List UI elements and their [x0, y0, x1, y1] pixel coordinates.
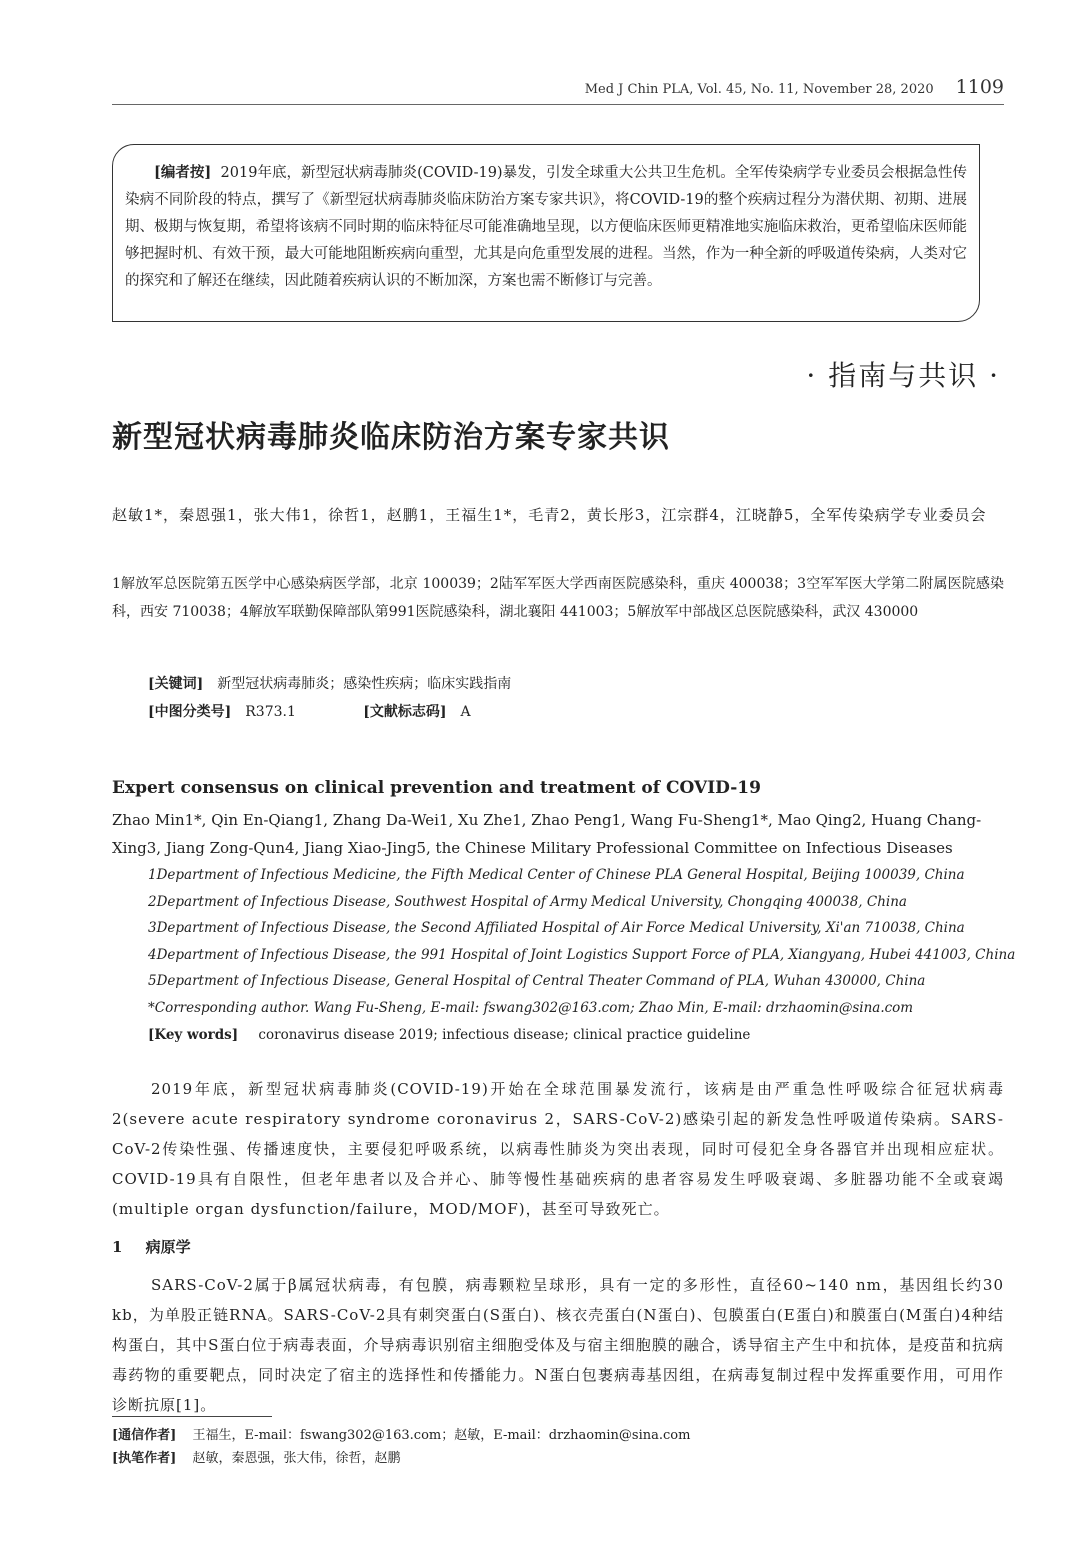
affiliation-en-item: 4Department of Infectious Disease, the 991 Hospital of Joint Logistics Support Force of PLA, Xiangyang, Hubei 441003, China: [148, 946, 1016, 963]
section-number: 1: [112, 1238, 123, 1256]
section-tag: · 指南与共识 ·: [806, 359, 1000, 392]
affiliations-en: [148, 862, 1015, 1022]
keywords-cn-label: [关键词]: [148, 676, 204, 692]
journal-citation: Med J Chin PLA, Vol. 45, No. 11, November 28, 2020: [584, 82, 934, 97]
intro-paragraph: 2019年底，新型冠状病毒肺炎(COVID-19)开始在全球范围暴发流行，该病是由严重急性呼吸综合征冠状病毒2(severe acute respiratory syndrome coronavirus 2，SARS-CoV-2)感染引起的新发急性呼吸道传染病。SARS-CoV-2传染性强、传播速度快，主要侵犯呼吸系统，以病毒性肺炎为突出表现，同时可侵犯全身各器官并出现相应症状。COVID-19具有自限性，但老年患者以及合并心、肺等慢性基础疾病的患者容易发生呼吸衰竭、多脏器功能不全或衰竭(multiple organ dysfunction/failure，MOD/MOF)，甚至可导致死亡。: [112, 1080, 1004, 1218]
running-header: [585, 76, 1004, 98]
writer-label: [执笔作者]: [112, 1451, 177, 1466]
keywords-cn-value: 新型冠状病毒肺炎；感染性疾病；临床实践指南: [217, 676, 512, 692]
editor-note-text: 2019年底，新型冠状病毒肺炎(COVID-19)暴发，引发全球重大公共卫生危机。全军传染病学专业委员会根据急性传染病不同阶段的特点，撰写了《新型冠状病毒肺炎临床防治方案专家共识》，将COVID-19的整个疾病过程分为潜伏期、初期、进展期、极期与恢复期，希望将该病不同时期的临床特征尽可能准确地呈现，以方便临床医师更精准地实施临床救治，更希望临床医师能够把握时机、有效干预，最大可能地阻断疾病向重型，尤其是向危重型发展的进程。当然，作为一种全新的呼吸道传染病，人类对它的探究和了解还在继续，因此随着疾病认识的不断加深，方案也需不断修订与完善。: [125, 165, 967, 289]
affiliation-en-item: 5Department of Infectious Disease, General Hospital of Central Theater Command of PLA, Wuhan 430000, China: [148, 973, 926, 990]
affiliations-cn: 1解放军总医院第五医学中心感染病医学部，北京 100039；2陆军军医大学西南医院感染科，重庆 400038；3空军军医大学第二附属医院感染科，西安 710038；4解放军联勤保障部队第991医院感染科，湖北襄阳 441003；5解放军中部战区总医院感染科，武汉 430000: [112, 576, 1004, 620]
affiliation-en-item: 1Department of Infectious Medicine, the Fifth Medical Center of Chinese PLA General Hospital, Beijing 100039, China: [148, 867, 965, 883]
affiliation-en-item: 2Department of Infectious Disease, Southwest Hospital of Army Medical University, Chongqing 400038, China: [148, 893, 907, 910]
header-rule: [112, 104, 1004, 105]
corresponding-author-en: *Corresponding author. Wang Fu-Sheng, E-mail: fswang302@163.com; Zhao Min, E-mail: drzhaomin@sina.com: [148, 999, 914, 1016]
doc-code-value: A: [460, 704, 471, 720]
page-number: 1109: [955, 76, 1004, 98]
footnote-rule: [112, 1416, 272, 1417]
affiliation-en-item: 3Department of Infectious Disease, the Second Affiliated Hospital of Air Force Medical University, Xi'an 710038, China: [148, 920, 965, 937]
footnotes: [112, 1424, 690, 1470]
clc-label: [中图分类号]: [148, 704, 232, 720]
editor-note-label: [编者按]: [154, 164, 212, 181]
keywords-en-block: [148, 1022, 750, 1048]
keywords-en-value: coronavirus disease 2019; infectious disease; clinical practice guideline: [258, 1027, 751, 1043]
section-heading: [112, 1236, 191, 1257]
corresponding-label: [通信作者]: [112, 1428, 177, 1443]
authors-en: Zhao Min1*, Qin En-Qiang1, Zhang Da-Wei1, Xu Zhe1, Zhao Peng1, Wang Fu-Sheng1*, Mao Qing2, Huang Chang-Xing3, Jiang Zong-Qun4, Jiang Xiao-Jing5, the Chinese Military Professional Committee on Infectious Diseases: [112, 811, 982, 857]
article-title-cn: 新型冠状病毒肺炎临床防治方案专家共识: [112, 420, 670, 455]
writer-value: 赵敏，秦恩强，张大伟，徐哲，赵鹏: [192, 1451, 401, 1466]
article-title-en: Expert consensus on clinical prevention and treatment of COVID-19: [112, 778, 761, 798]
etiology-paragraph: SARS-CoV-2属于β属冠状病毒，有包膜，病毒颗粒呈球形，具有一定的多形性，直径60~140 nm，基因组长约30 kb，为单股正链RNA。SARS-CoV-2具有刺突蛋白(S蛋白)、核衣壳蛋白(N蛋白)、包膜蛋白(E蛋白)和膜蛋白(M蛋白)4种结构蛋白，其中S蛋白位于病毒表面，介导病毒识别宿主细胞受体及与宿主细胞膜的融合，诱导宿主产生中和抗体，是疫苗和抗病毒药物的重要靶点，同时决定了宿主的选择性和传播能力。N蛋白包裹病毒基因组，在病毒复制过程中发挥重要作用，可用作诊断抗原[1]。: [112, 1276, 1004, 1414]
clc-value: R373.1: [245, 704, 296, 720]
editor-note-box: [112, 144, 980, 322]
keywords-cn-block: [148, 670, 511, 726]
corresponding-value: 王福生，E-mail：fswang302@163.com；赵敏，E-mail：drzhaomin@sina.com: [192, 1428, 691, 1443]
editor-note: [125, 159, 967, 295]
doc-code-label: [文献标志码]: [363, 704, 447, 720]
authors-cn: 赵敏1*，秦恩强1，张大伟1，徐哲1，赵鹏1，王福生1*，毛青2，黄长彤3，江宗群4，江晓静5，全军传染病学专业委员会: [112, 506, 987, 524]
section-title: 病原学: [145, 1238, 191, 1256]
keywords-en-label: [Key words]: [148, 1027, 239, 1043]
